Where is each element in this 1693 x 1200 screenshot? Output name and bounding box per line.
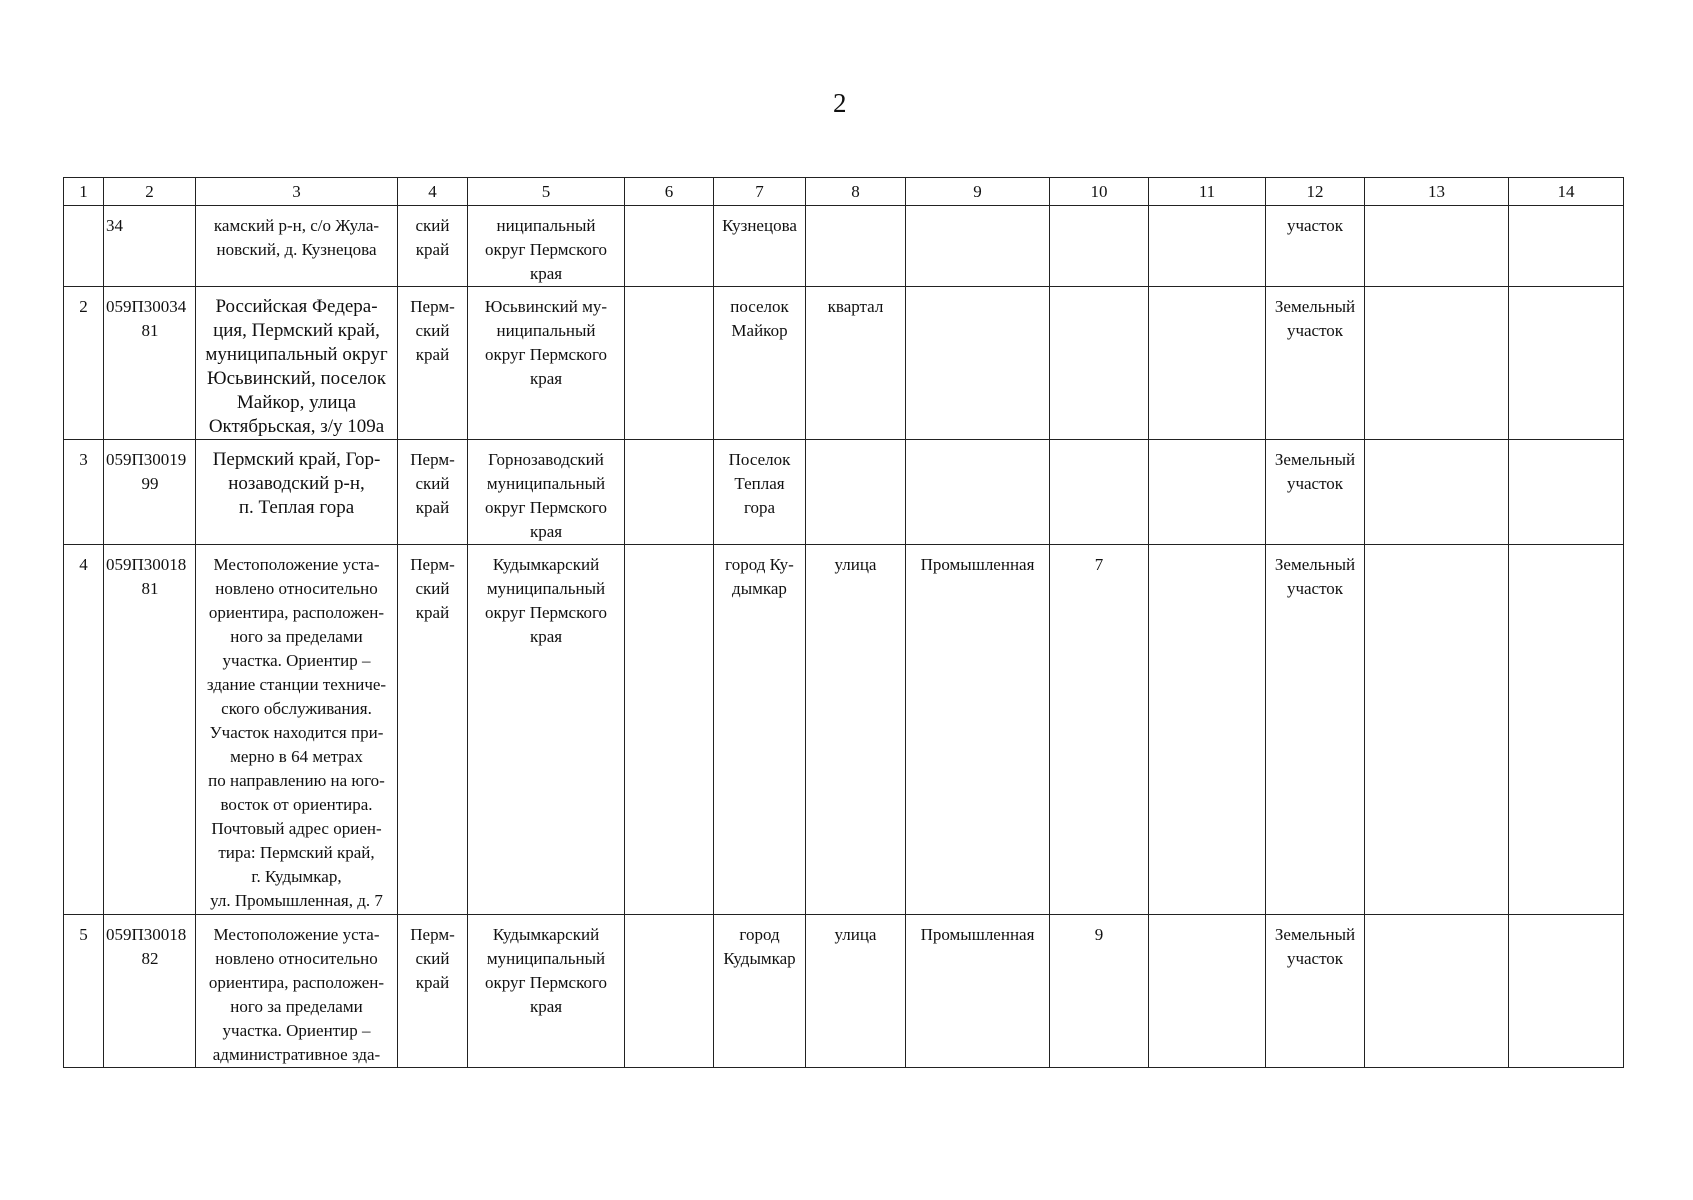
cell-line: ский	[415, 216, 450, 235]
cell-line: муниципальный	[486, 474, 606, 493]
header-cell-13: 13	[1365, 178, 1509, 206]
cell-line: дымкар	[732, 579, 787, 598]
cell-col-12	[1266, 915, 1365, 1068]
cell-line: округ Пермского	[484, 973, 608, 992]
cell-line: п. Теплая гора	[238, 497, 355, 518]
cell-line: Перм-	[410, 297, 455, 316]
table-row	[64, 287, 1624, 440]
cell-col-3	[196, 915, 398, 1068]
cell-line: Юсьвинский, поселок	[207, 368, 386, 389]
cell-line: 99	[141, 474, 159, 493]
cell-line: камский р-н, с/о Жула-	[213, 216, 380, 235]
cell-line: по направлению на юго-	[208, 771, 385, 790]
cell-line: нозаводский р-н,	[228, 473, 365, 494]
cell-line: округ Пермского	[484, 240, 608, 259]
cell-line: участка. Ориентир –	[222, 1021, 371, 1040]
cell-col-11	[1149, 206, 1266, 287]
cell-line: здание станции техниче-	[206, 675, 387, 694]
cell-col-5	[468, 545, 625, 915]
cell-col-6	[625, 287, 714, 440]
cell-line: 82	[141, 949, 159, 968]
cell-line: 059П30018	[106, 555, 187, 574]
cell-col-10	[1050, 287, 1149, 440]
cell-line: административное зда-	[212, 1045, 381, 1064]
cell-line: поселок	[730, 297, 789, 316]
cell-line: ский	[415, 949, 450, 968]
cell-col-12	[1266, 206, 1365, 287]
cell-col-9	[906, 545, 1050, 915]
cell-col-2	[104, 206, 196, 287]
cell-line: края	[529, 264, 563, 283]
cell-col-13	[1365, 440, 1509, 545]
cell-line: Промышленная	[920, 555, 1035, 574]
cell-col-3	[196, 545, 398, 915]
table-row	[64, 206, 1624, 287]
cell-line: Местоположение уста-	[213, 555, 380, 574]
cell-col-11	[1149, 440, 1266, 545]
cell-col-12	[1266, 287, 1365, 440]
cell-col-3	[196, 440, 398, 545]
cell-col-1	[64, 206, 104, 287]
header-cell-4: 4	[398, 178, 468, 206]
cell-line: улица	[834, 925, 877, 944]
cell-col-1: 2	[64, 287, 104, 440]
cell-col-5	[468, 915, 625, 1068]
cell-line: округ Пермского	[484, 603, 608, 622]
cell-col-8	[806, 440, 906, 545]
registry-table	[63, 177, 1624, 1068]
cell-col-4	[398, 440, 468, 545]
cell-col-14	[1509, 915, 1624, 1068]
cell-line: тира: Пермский край,	[218, 843, 375, 862]
header-cell-1: 1	[64, 178, 104, 206]
header-cell-3: 3	[196, 178, 398, 206]
cell-line: гора	[743, 498, 776, 517]
header-cell-7: 7	[714, 178, 806, 206]
cell-line: Земельный	[1274, 450, 1356, 469]
cell-col-8	[806, 545, 906, 915]
cell-line: Горнозаводский	[488, 450, 604, 469]
cell-line: 81	[141, 321, 159, 340]
cell-line: Кузнецова	[722, 216, 797, 235]
cell-line: края	[529, 997, 563, 1016]
cell-col-6	[625, 206, 714, 287]
cell-col-5	[468, 440, 625, 545]
cell-col-5	[468, 287, 625, 440]
cell-col-13	[1365, 545, 1509, 915]
cell-line: ция, Пермский край,	[213, 320, 380, 341]
cell-line: края	[529, 627, 563, 646]
cell-line: участка. Ориентир –	[222, 651, 371, 670]
cell-line: Теплая	[734, 474, 785, 493]
cell-line: округ Пермского	[484, 345, 608, 364]
cell-col-7	[714, 206, 806, 287]
cell-col-1: 5	[64, 915, 104, 1068]
cell-line: Местоположение уста-	[213, 925, 380, 944]
cell-col-8	[806, 287, 906, 440]
cell-col-10: 7	[1050, 545, 1149, 915]
cell-col-9	[906, 915, 1050, 1068]
cell-line: Кудымкарский	[492, 925, 600, 944]
cell-col-7	[714, 287, 806, 440]
cell-line: ного за пределами	[230, 627, 363, 646]
page-number: 2	[833, 88, 847, 118]
header-cell-11: 11	[1149, 178, 1266, 206]
cell-col-3	[196, 287, 398, 440]
header-cell-14: 14	[1509, 178, 1624, 206]
cell-line: новлено относительно	[215, 949, 378, 968]
cell-line: ориентира, расположен-	[208, 973, 385, 992]
cell-line: новский, д. Кузнецова	[216, 240, 377, 259]
header-cell-9: 9	[906, 178, 1050, 206]
cell-line: участок	[1286, 216, 1344, 235]
cell-line: ул. Промышленная, д. 7	[210, 891, 383, 910]
cell-col-13	[1365, 287, 1509, 440]
cell-col-6	[625, 545, 714, 915]
cell-line: край	[415, 345, 450, 364]
cell-line: край	[415, 603, 450, 622]
header-row	[64, 178, 1624, 206]
cell-col-10: 9	[1050, 915, 1149, 1068]
cell-col-2	[104, 440, 196, 545]
cell-line: восток от ориентира.	[220, 795, 373, 814]
cell-line: ниципальный	[496, 216, 596, 235]
cell-line: квартал	[827, 297, 884, 316]
cell-line: края	[529, 369, 563, 388]
cell-col-8	[806, 915, 906, 1068]
cell-line: г. Кудымкар,	[251, 867, 342, 886]
cell-line: город Ку-	[725, 555, 794, 574]
header-cell-12: 12	[1266, 178, 1365, 206]
table-row	[64, 545, 1624, 915]
cell-line: Участок находится при-	[209, 723, 384, 742]
cell-line: муниципальный округ	[205, 344, 388, 365]
cell-line: Промышленная	[920, 925, 1035, 944]
cell-col-13	[1365, 915, 1509, 1068]
cell-col-6	[625, 440, 714, 545]
cell-line: край	[415, 973, 450, 992]
cell-line: Земельный	[1274, 925, 1356, 944]
cell-col-9	[906, 440, 1050, 545]
cell-col-3	[196, 206, 398, 287]
cell-line: ский	[415, 579, 450, 598]
cell-col-4	[398, 545, 468, 915]
header-cell-2: 2	[104, 178, 196, 206]
cell-line: 059П30018	[106, 925, 187, 944]
cell-line: муниципальный	[486, 949, 606, 968]
cell-col-4	[398, 206, 468, 287]
cell-line: город	[739, 925, 780, 944]
cell-col-11	[1149, 545, 1266, 915]
cell-line: края	[529, 522, 563, 541]
cell-col-2	[104, 915, 196, 1068]
cell-line: Перм-	[410, 450, 455, 469]
cell-line: Почтовый адрес ориен-	[211, 819, 382, 838]
cell-line: Октябрьская, з/у 109а	[208, 416, 385, 437]
cell-line: Майкор	[731, 321, 788, 340]
cell-col-1: 4	[64, 545, 104, 915]
cell-col-14	[1509, 440, 1624, 545]
cell-col-9	[906, 206, 1050, 287]
cell-line: 34	[106, 216, 123, 235]
table-row	[64, 915, 1624, 1068]
cell-line: Земельный	[1274, 555, 1356, 574]
cell-col-14	[1509, 206, 1624, 287]
cell-col-5	[468, 206, 625, 287]
cell-col-7	[714, 440, 806, 545]
cell-line: Российская Федера-	[215, 296, 378, 317]
cell-line: ного за пределами	[230, 997, 363, 1016]
cell-col-13	[1365, 206, 1509, 287]
cell-line: Кудымкарский	[492, 555, 600, 574]
cell-col-9	[906, 287, 1050, 440]
cell-line: Земельный	[1274, 297, 1356, 316]
cell-col-4	[398, 287, 468, 440]
cell-col-14	[1509, 545, 1624, 915]
cell-line: Пермский край, Гор-	[212, 449, 381, 470]
cell-line: 81	[141, 579, 159, 598]
cell-line: участок	[1286, 579, 1344, 598]
header-cell-6: 6	[625, 178, 714, 206]
cell-line: ский	[415, 474, 450, 493]
cell-col-11	[1149, 287, 1266, 440]
header-cell-10: 10	[1050, 178, 1149, 206]
cell-line: ниципальный	[496, 321, 596, 340]
cell-col-2	[104, 287, 196, 440]
table-row	[64, 440, 1624, 545]
cell-col-10	[1050, 206, 1149, 287]
cell-col-7	[714, 545, 806, 915]
cell-line: муниципальный	[486, 579, 606, 598]
cell-line: край	[415, 498, 450, 517]
cell-line: Кудымкар	[723, 949, 796, 968]
cell-line: округ Пермского	[484, 498, 608, 517]
cell-col-1: 3	[64, 440, 104, 545]
cell-col-6	[625, 915, 714, 1068]
cell-col-12	[1266, 545, 1365, 915]
cell-line: новлено относительно	[215, 579, 378, 598]
cell-col-10	[1050, 440, 1149, 545]
cell-col-4	[398, 915, 468, 1068]
cell-line: участок	[1286, 474, 1344, 493]
cell-line: ского обслуживания.	[221, 699, 372, 718]
cell-col-14	[1509, 287, 1624, 440]
cell-col-7	[714, 915, 806, 1068]
cell-line: Поселок	[728, 450, 791, 469]
cell-col-11	[1149, 915, 1266, 1068]
cell-line: 059П30034	[106, 297, 187, 316]
cell-line: участок	[1286, 949, 1344, 968]
cell-line: Майкор, улица	[236, 392, 357, 413]
cell-line: участок	[1286, 321, 1344, 340]
header-cell-5: 5	[468, 178, 625, 206]
cell-line: край	[415, 240, 450, 259]
cell-line: мерно в 64 метрах	[230, 747, 363, 766]
cell-line: ориентира, расположен-	[208, 603, 385, 622]
cell-line: Перм-	[410, 555, 455, 574]
header-cell-8: 8	[806, 178, 906, 206]
cell-line: ский	[415, 321, 450, 340]
cell-col-8	[806, 206, 906, 287]
cell-col-2	[104, 545, 196, 915]
cell-line: улица	[834, 555, 877, 574]
cell-col-12	[1266, 440, 1365, 545]
cell-line: Перм-	[410, 925, 455, 944]
cell-line: Юсьвинский му-	[484, 297, 608, 316]
cell-line: 059П30019	[106, 450, 187, 469]
